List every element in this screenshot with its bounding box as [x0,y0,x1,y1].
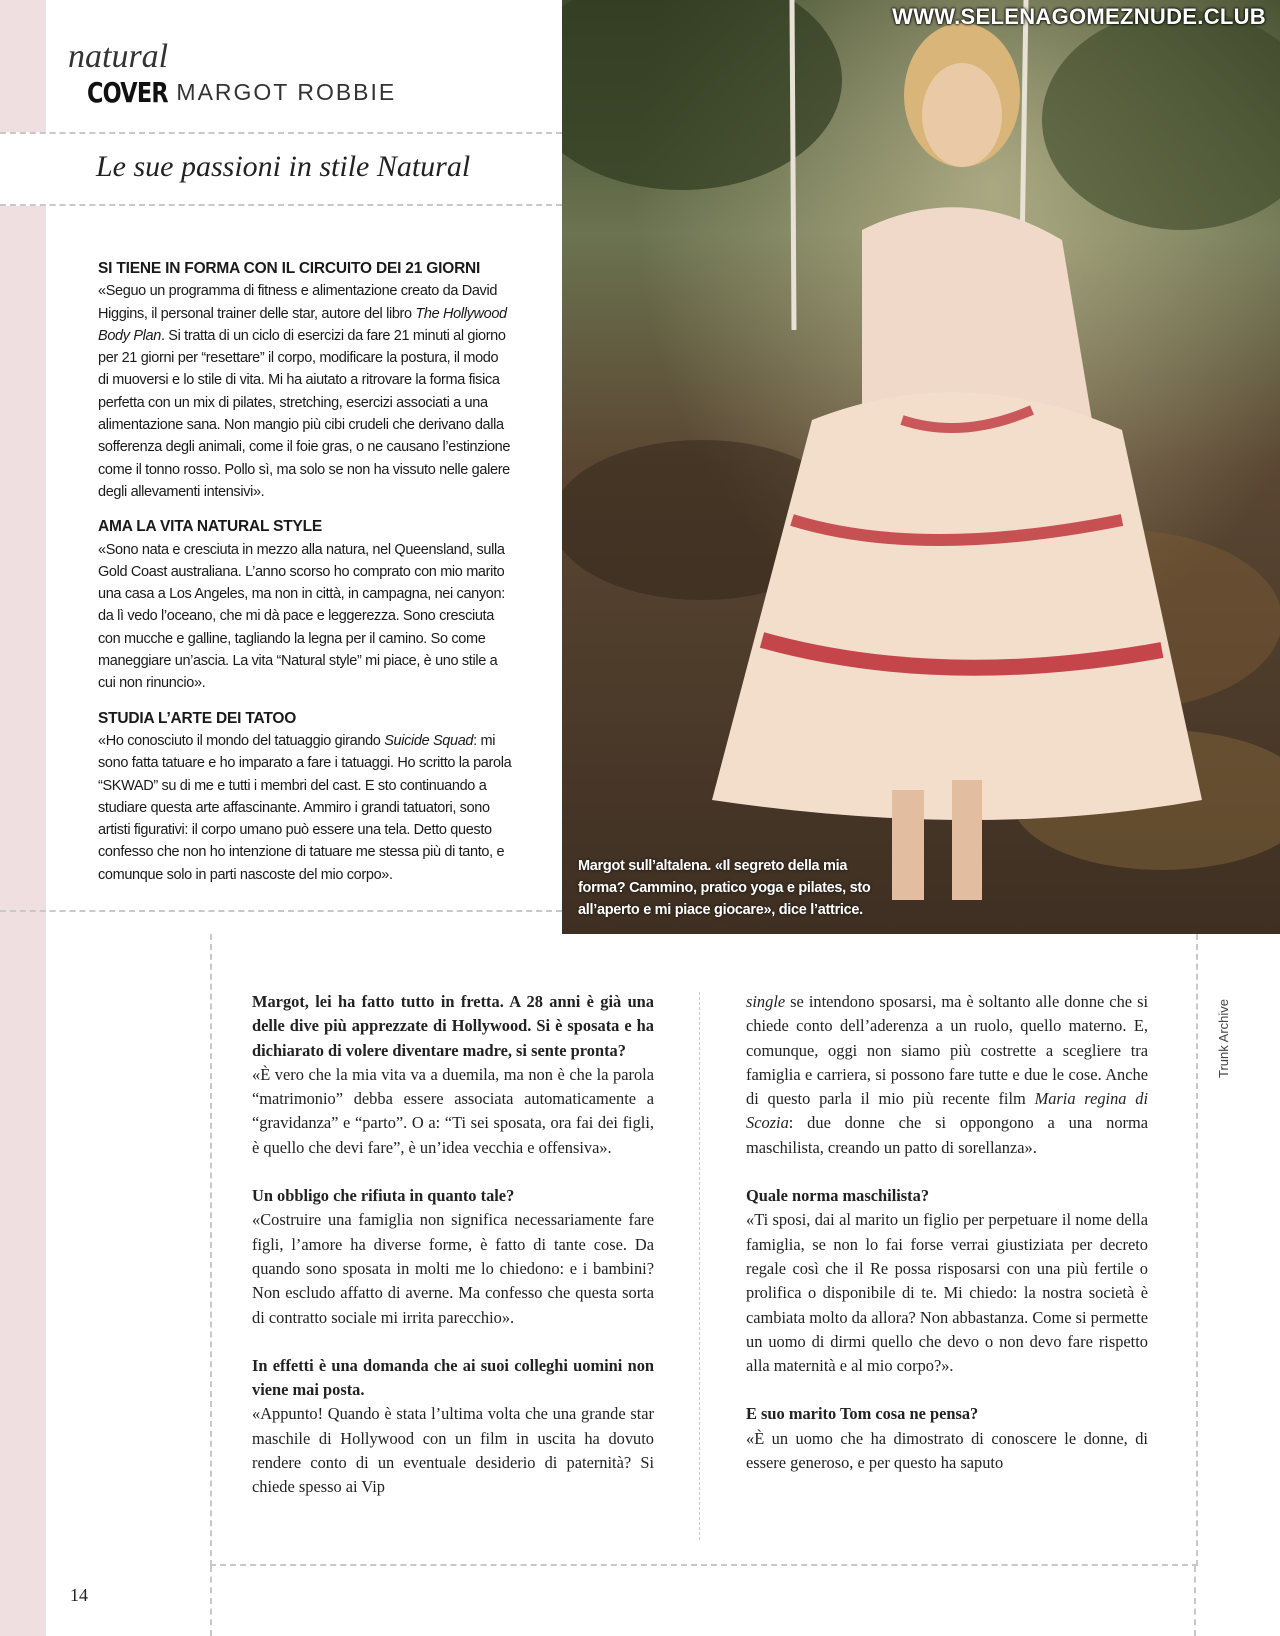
text-run: : mi sono fatta tatuare e ho imparato a fare i tatuaggi. Ho scritto la parola “SKWAD” su di me e tutti i membri del cast. E sto continuando a studiare questa arte affascinante. Ammiro i grandi tatuatori, sono artisti figurativi: il corpo umano può essere una tela. Detto questo confesso che non ho intenzione di tatuare me stessa più di tanto, e comunque solo in parti nascoste del mio corpo». [98,732,512,883]
watermark: WWW.SELENAGOMEZNUDE.CLUB [892,4,1266,29]
film-title: Maria regina di Scozia [746,1089,1148,1133]
italic-word: single [746,992,786,1011]
interview-question: In effetti è una domanda che ai suoi colleghi uomini non viene mai posta. [252,1355,654,1400]
interview-answer: «Appunto! Quando è stata l’ultima volta che una grande star maschile di Hollywood con un film in uscita ha dovuto rendere conto di un eventuale desiderio di paternità? Si chiede spesso ai Vip [252,1404,654,1497]
frame-rule-right [1194,1566,1196,1636]
book-title: The Hollywood Body Plan [98,305,507,344]
swing-photo-illustration [562,0,1280,934]
sidebar-paragraph [98,730,512,886]
interview-answer: «Ti sposi, dai al marito un figlio per perpetuare il nome della famiglia, se non lo fai forse verrai giustiziata per decreto regale così che il Re possa risposarsi con una più fertile o prolifica o disponibile di te. Mi chiedo: la nostra società è cambiata molto da allora? Non abbastanza. Come si permette un uomo di dirmi quello che devo o non devo fare rispetto alla maternità e al mio corpo?». [746,1210,1148,1376]
section-header [68,40,548,109]
page-edge-strip [0,0,46,1636]
article-subhead: Le sue passioni in stile Natural [96,150,471,183]
photo-credit: Trunk Archive [1216,999,1231,1078]
text-run: : due donne che si oppongono a una norma maschilista, creando un patto di sorellanza». [746,1113,1148,1157]
film-title: Suicide Squad [384,732,474,749]
text-run: «Seguo un programma di fitness e alimentazione creato da David Higgins, il personal trainer delle star, autore del libro [98,283,498,322]
sidebar-paragraph [98,280,512,503]
interview-column-2 [746,990,1148,1475]
text-run: se intendono sposarsi, ma è soltanto alle donne che si chiede conto dell’aderenza a un ruolo, quello materno. E, comunque, oggi non siamo più costrette a scegliere tra famiglia e carriera, si possono fare tutte e due le cose. Anche di questo parla il mio più recente film [746,992,1148,1109]
interview-question: Un obbligo che rifiuta in quanto tale? [252,1186,515,1206]
text-run: . Si tratta di un ciclo di esercizi da fare 21 minuti al giorno per 21 giorni per “resettare” il corpo, modificare la postura, il modo di muoversi e lo stile di vita. Mi ha aiutato a ritrovare la forma fisica perfetta con un mix di pilates, stretching, esercizi associati a una alimentazione sana. Non mangio più cibi crudeli che derivano dalla sofferenza degli animali, come il foie gras, o ne causano l’estinzione come il tonno rosso. Pollo sì, ma solo se non ha vissuto nelle galere degli allevamenti intensivi». [98,327,511,500]
section-divider [0,910,562,912]
frame-rule-left [210,1566,212,1636]
section-kicker: natural [68,38,169,75]
interview-question: Margot, lei ha fatto tutto in fretta. A 28 anni è già una delle dive più apprezzate di Hollywood. Si è sposata e ha dichiarato di volere diventare madre, si sente pronta? [252,992,654,1060]
interview-question: Quale norma maschilista? [746,1186,930,1206]
interview-column-1 [252,990,654,1500]
sidebar-paragraph: «Sono nata e cresciuta in mezzo alla natura, nel Queensland, sulla Gold Coast australiana. L’anno scorso ho comprato con mio marito una casa a Los Angeles, ma non in città, in campagna, nei canyon: da lì vedo l’oceano, che mi dà pace e leggerezza. Sono cresciuta con mucche e galline, tagliando la legna per il camino. So come maneggiare un’ascia. La vita “Natural style” mi piace, è uno stile a cui non rinuncio». [98,541,505,692]
sidebar-column [98,258,512,899]
sidebar-heading: STUDIA L’ARTE DEI TATOO [98,709,297,727]
subject-name: MARGOT ROBBIE [176,79,397,105]
sidebar-heading: AMA LA VITA NATURAL STYLE [98,518,323,536]
cover-photo [562,0,1280,934]
page-number: 14 [70,1585,88,1605]
interview-answer: «È un uomo che ha dimostrato di conoscere le donne, di essere generoso, e per questo ha saputo [746,1428,1148,1473]
interview-answer: «Costruire una famiglia non significa necessariamente fare figli, l’amore ha diverse forme, è fatto di tante cose. Da quando sono sposata in molti me lo chiedono: e i bambini? Non escludo affatto di averne. Ma confesso che questa sorta di contratto sociale mi irrita parecchio». [252,1210,654,1327]
interview-answer-continued [746,990,1148,1160]
sidebar-heading: SI TIENE IN FORMA CON IL CIRCUITO DEI 21 GIORNI [98,260,481,277]
photo-caption: Margot sull’altalena. «Il segreto della mia forma? Cammino, pratico yoga e pilates, sto all’aperto e mi piace giocare», dice l’attrice. [578,858,871,918]
interview-question: E suo marito Tom cosa ne pensa? [746,1404,979,1424]
column-rule [699,992,700,1540]
section-label: COVER [87,76,168,109]
text-run: «Ho conosciuto il mondo del tatuaggio girando [98,732,385,749]
interview-answer: «È vero che la mia vita va a duemila, ma non è che la parola “matrimonio” debba essere associata automaticamente a “gravidanza” e “parto”. O a: “Ti sei sposata, ora fai dei figli, è quello che devi fare”, è un’idea vecchia e offensiva». [252,1064,654,1157]
cover-line [68,76,548,109]
